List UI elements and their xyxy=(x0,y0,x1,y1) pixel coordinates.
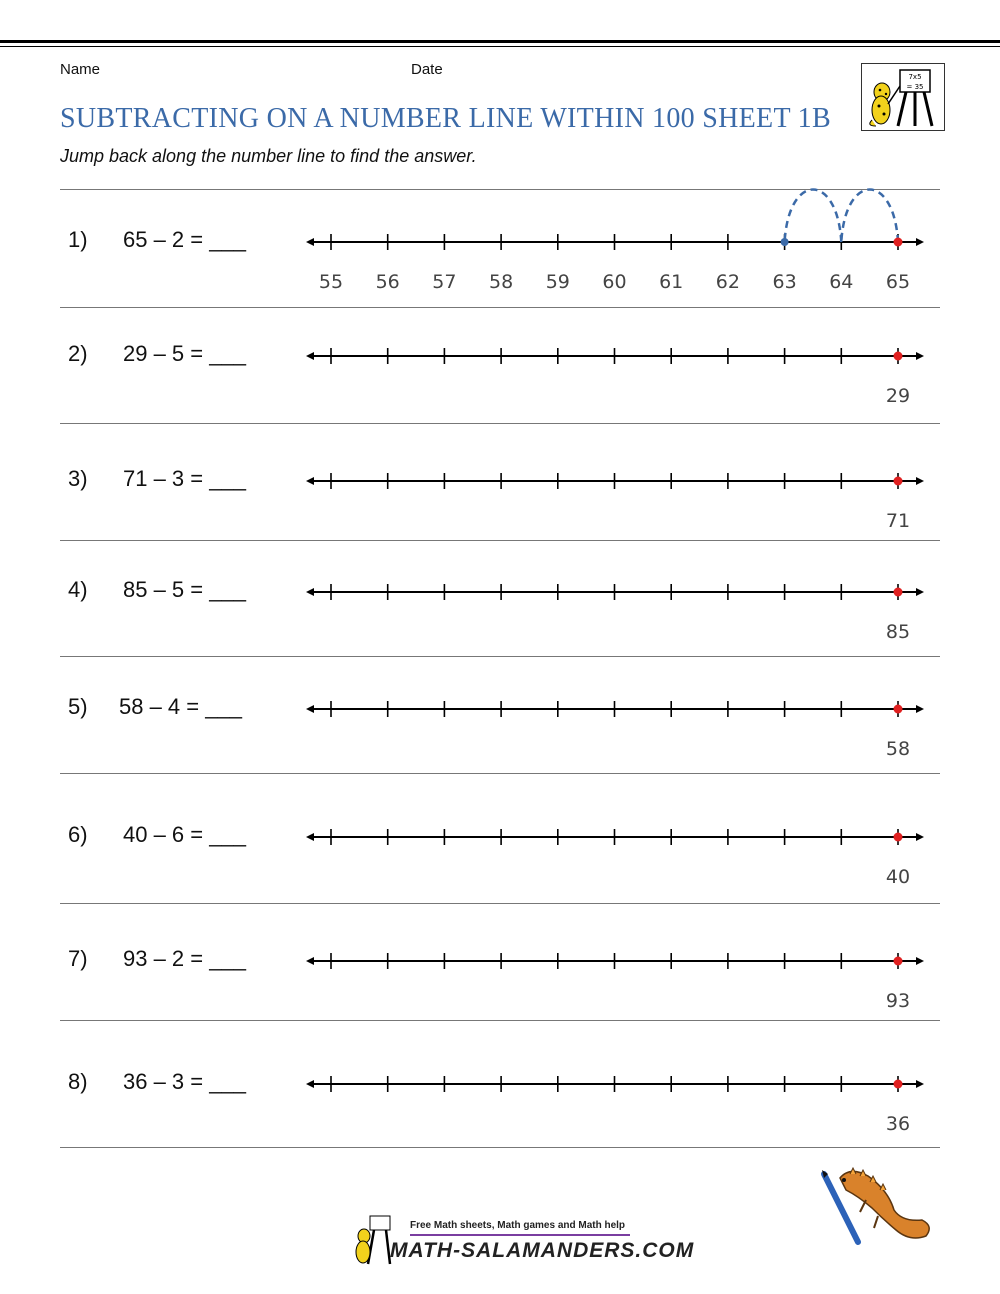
number-line xyxy=(300,1024,930,1134)
question-number: 5) xyxy=(68,694,88,719)
tick-label: 60 xyxy=(602,271,627,293)
start-dot xyxy=(894,1080,903,1089)
salamander-illustration xyxy=(810,1160,940,1260)
right-arrow-icon xyxy=(916,705,924,713)
top-rule-thin xyxy=(0,46,1000,47)
tick-label: 58 xyxy=(489,271,514,293)
question-number: 7) xyxy=(68,946,88,971)
question-expression[interactable]: 29 – 5 = ___ xyxy=(123,341,246,366)
number-line xyxy=(300,421,930,531)
divider xyxy=(60,1147,940,1148)
jump-arc xyxy=(841,190,898,243)
number-line xyxy=(300,296,930,406)
question-number: 1) xyxy=(68,227,88,252)
tick-label: 62 xyxy=(715,271,740,293)
start-dot xyxy=(894,352,903,361)
footer-logo-icon xyxy=(354,1214,392,1266)
question-expression[interactable]: 36 – 3 = ___ xyxy=(123,1069,246,1094)
start-dot xyxy=(894,705,903,714)
tick-label: 61 xyxy=(659,271,684,293)
tick-label: 55 xyxy=(318,271,344,293)
tick-label: 57 xyxy=(432,271,457,293)
start-dot xyxy=(894,588,903,597)
right-arrow-icon xyxy=(916,477,924,485)
right-arrow-icon xyxy=(916,1080,924,1088)
left-arrow-icon xyxy=(306,477,314,485)
question-expression[interactable]: 58 – 4 = ___ xyxy=(119,694,242,719)
logo-icon xyxy=(862,64,944,130)
start-dot xyxy=(894,957,903,966)
question-number: 2) xyxy=(68,341,88,366)
start-dot xyxy=(894,238,903,247)
start-dot xyxy=(894,833,903,842)
tick-label: 56 xyxy=(375,271,400,293)
tick-label: 59 xyxy=(545,271,570,293)
tick-label: 63 xyxy=(772,271,797,293)
right-arrow-icon xyxy=(916,588,924,596)
question-expression[interactable]: 40 – 6 = ___ xyxy=(123,822,246,847)
number-line xyxy=(300,649,930,759)
footer-underline xyxy=(410,1234,630,1236)
left-arrow-icon xyxy=(306,957,314,965)
number-line xyxy=(300,532,930,642)
left-arrow-icon xyxy=(306,352,314,360)
start-value-label: 85 xyxy=(885,621,911,643)
right-arrow-icon xyxy=(916,833,924,841)
number-line xyxy=(300,182,930,292)
question-number: 8) xyxy=(68,1069,88,1094)
instructions: Jump back along the number line to find the answer. xyxy=(60,146,477,166)
footer-tagline: Free Math sheets, Math games and Math help xyxy=(410,1220,626,1231)
start-value-label: 58 xyxy=(885,738,911,760)
question-number: 3) xyxy=(68,466,88,491)
date-label: Date xyxy=(411,61,443,78)
tick-label: 64 xyxy=(829,271,854,293)
start-value-label: 40 xyxy=(885,866,911,888)
number-line xyxy=(300,901,930,1011)
salamander-icon xyxy=(810,1160,940,1260)
number-line xyxy=(300,777,930,887)
right-arrow-icon xyxy=(916,352,924,360)
footer-brand xyxy=(350,1212,695,1270)
left-arrow-icon xyxy=(306,833,314,841)
left-arrow-icon xyxy=(306,238,314,246)
question-number: 4) xyxy=(68,577,88,602)
tick-label: 65 xyxy=(885,271,911,293)
jump-arc xyxy=(785,190,842,243)
divider xyxy=(60,773,940,774)
footer-site-name: MATH-SALAMANDERS.COM xyxy=(390,1239,695,1262)
left-arrow-icon xyxy=(306,705,314,713)
start-value-label: 36 xyxy=(885,1113,911,1135)
question-expression[interactable]: 93 – 2 = ___ xyxy=(123,946,246,971)
right-arrow-icon xyxy=(916,238,924,246)
right-arrow-icon xyxy=(916,957,924,965)
left-arrow-icon xyxy=(306,1080,314,1088)
logo-text-bottom: = 35 xyxy=(906,83,924,91)
answer-dot xyxy=(781,238,789,246)
question-expression[interactable]: 85 – 5 = ___ xyxy=(123,577,246,602)
logo-text-top: 7x5 xyxy=(908,73,922,81)
worksheet-title: SUBTRACTING ON A NUMBER LINE WITHIN 100 SHEET 1B xyxy=(60,103,831,134)
question-expression[interactable]: 71 – 3 = ___ xyxy=(123,466,246,491)
salamander-teacher-logo xyxy=(861,63,945,131)
divider xyxy=(60,1020,940,1021)
question-number: 6) xyxy=(68,822,88,847)
start-value-label: 93 xyxy=(885,990,911,1012)
start-dot xyxy=(894,477,903,486)
name-label: Name xyxy=(60,61,101,78)
question-expression[interactable]: 65 – 2 = ___ xyxy=(123,227,246,252)
left-arrow-icon xyxy=(306,588,314,596)
start-value-label: 29 xyxy=(885,385,911,407)
top-rule xyxy=(0,40,1000,43)
start-value-label: 71 xyxy=(885,510,911,532)
